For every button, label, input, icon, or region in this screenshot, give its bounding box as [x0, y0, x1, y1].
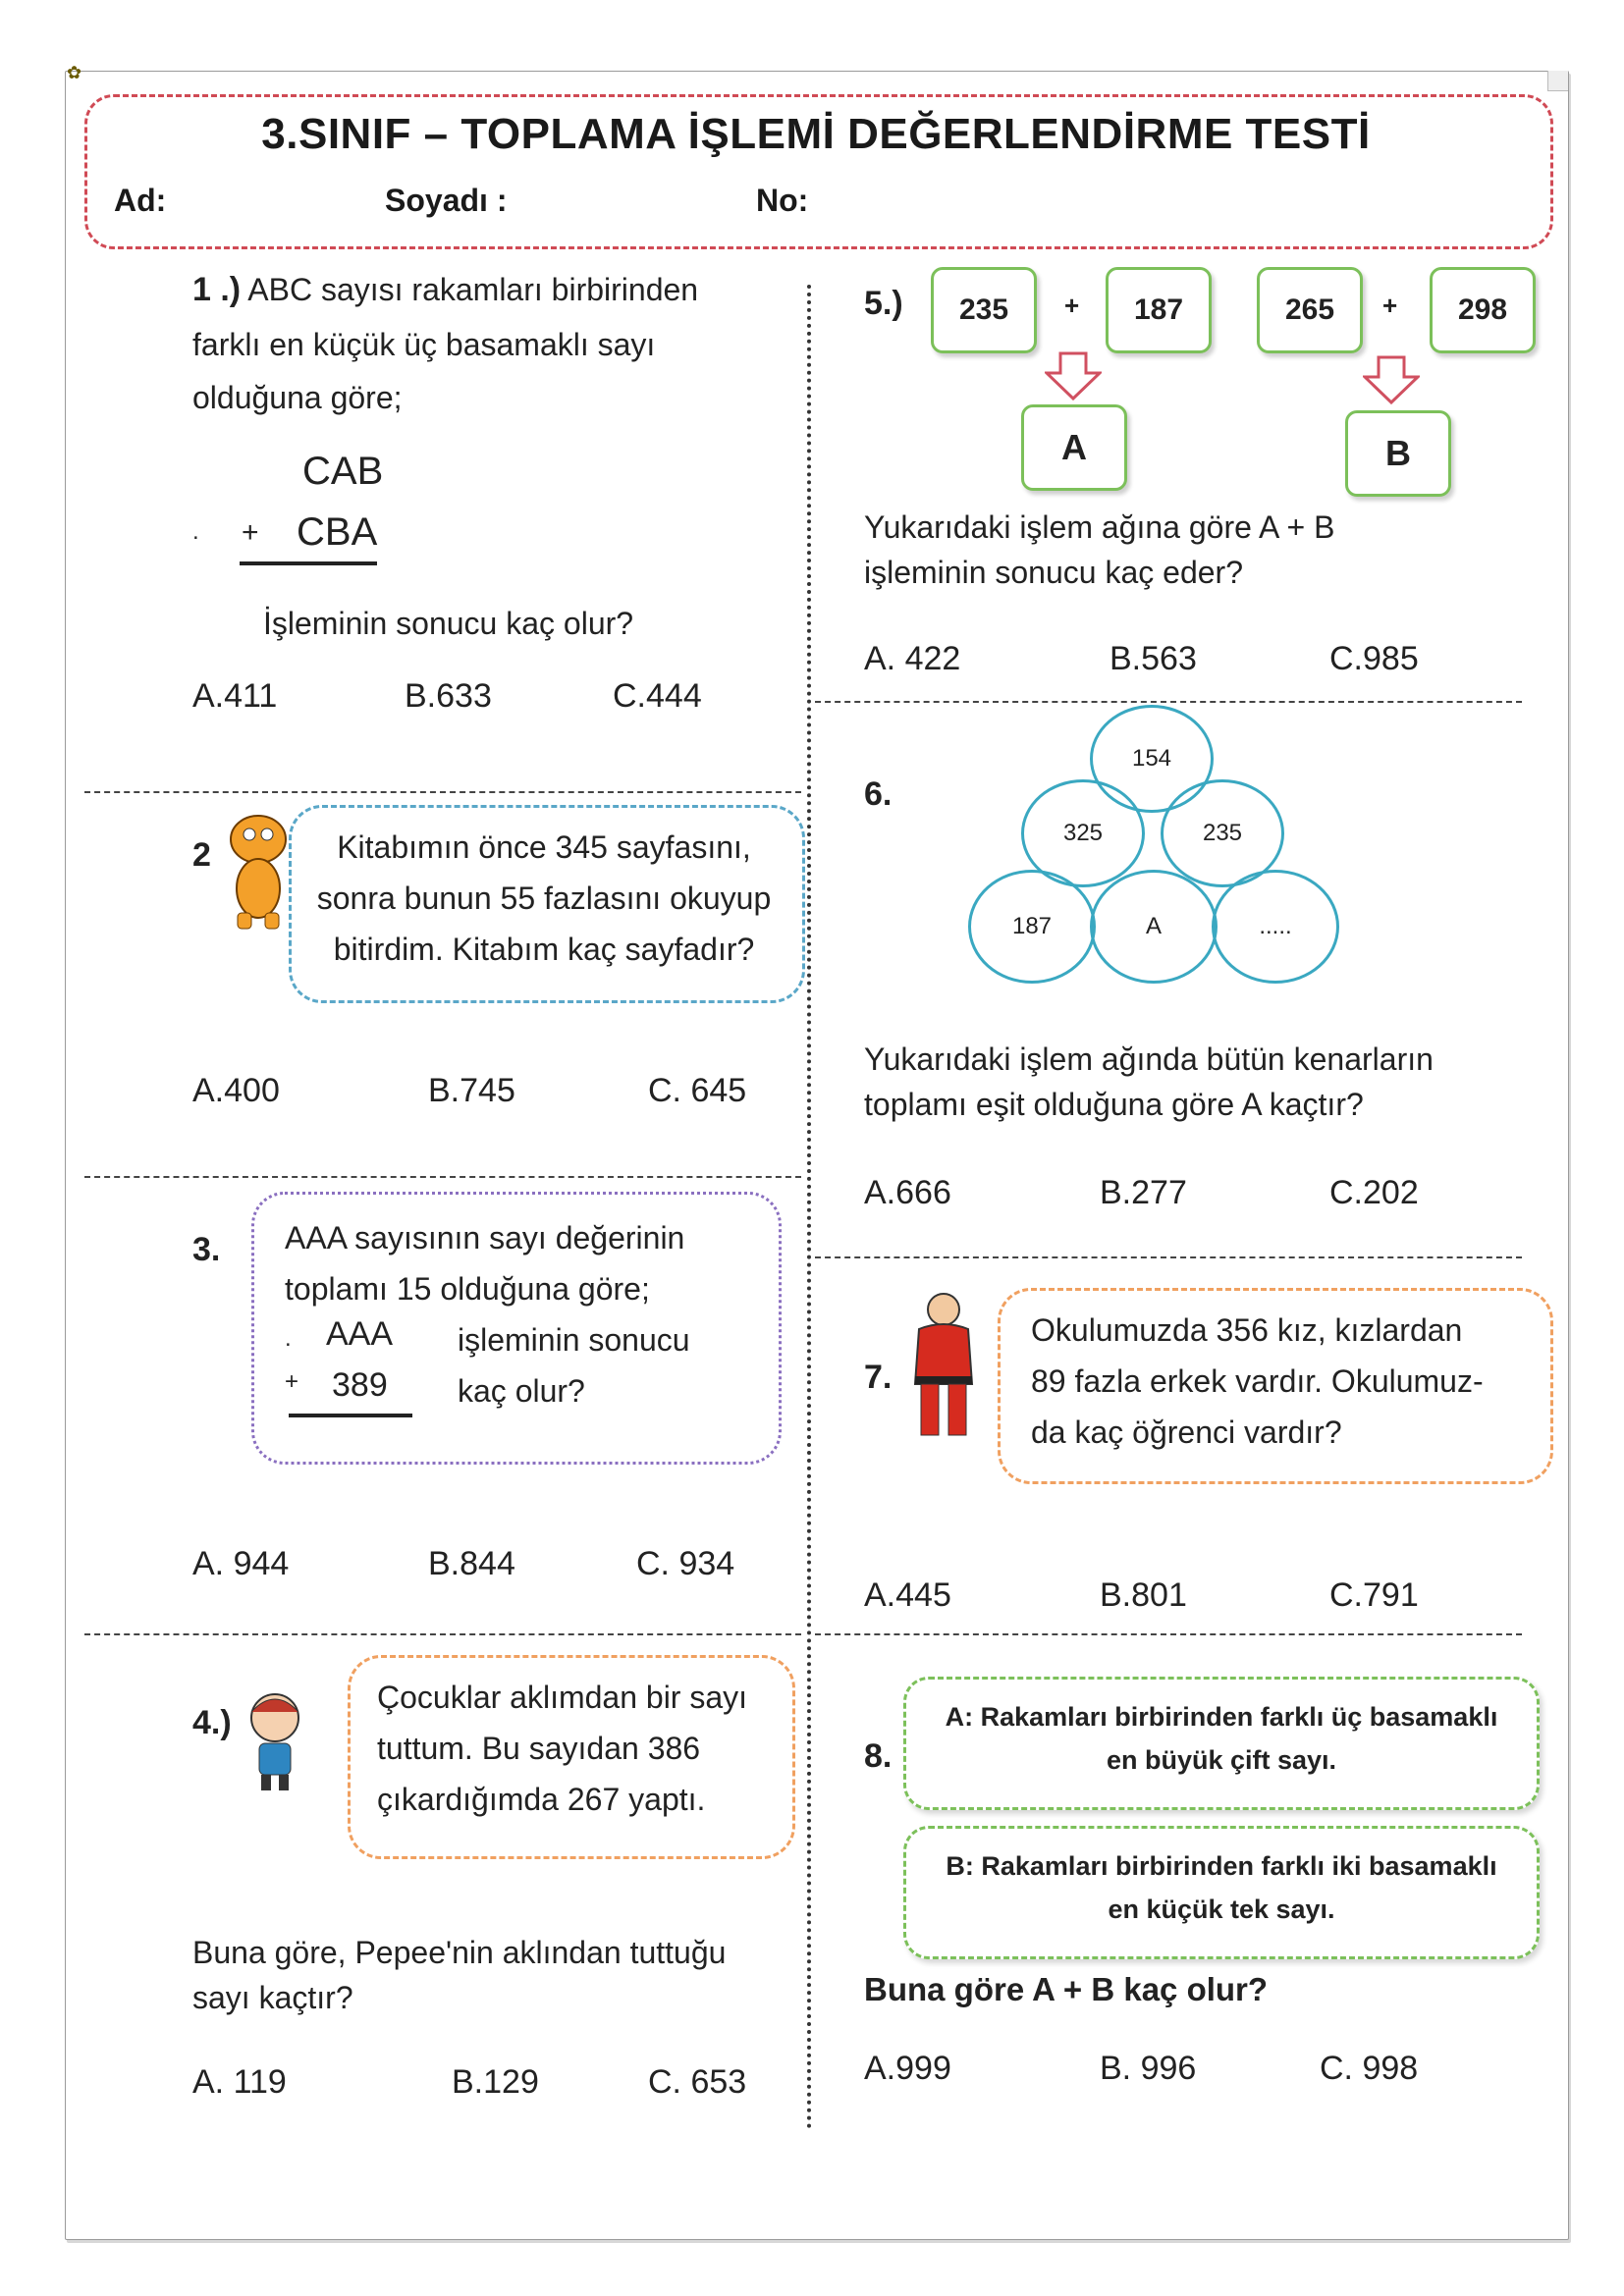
condition-text: en büyük çift sayı.	[1106, 1745, 1337, 1775]
question-number: 4.)	[192, 1704, 232, 1741]
option-c[interactable]: C.791	[1329, 1576, 1419, 1614]
condition-text: B: Rakamları birbirinden farklı iki basamaklı	[946, 1851, 1497, 1881]
plus-sign: +	[1064, 291, 1080, 320]
number-box: 187	[1106, 267, 1212, 353]
result-box-b: B	[1345, 410, 1451, 497]
option-b[interactable]: B. 996	[1100, 2050, 1197, 2087]
option-a[interactable]: A.445	[864, 1576, 951, 1614]
separator	[815, 701, 1522, 703]
question-number: 7.	[864, 1359, 893, 1396]
option-c[interactable]: C. 645	[648, 1072, 747, 1109]
question-number: 2	[192, 836, 211, 874]
question-prompt: toplamı eşit olduğuna göre A kaçtır?	[864, 1087, 1364, 1122]
option-a[interactable]: A.666	[864, 1174, 951, 1211]
circle-middle-left: 325	[1021, 779, 1145, 887]
question-prompt: İşleminin sonucu kaç olur?	[263, 606, 634, 641]
column-divider	[807, 285, 811, 2130]
condition-box-a	[903, 1677, 1540, 1810]
option-b[interactable]: B.129	[452, 2063, 539, 2101]
plus-sign: +	[242, 516, 259, 549]
bubble-text: sonra bunun 55 fazlasını okuyup	[316, 881, 772, 916]
question-prompt: sayı kaçtır?	[192, 1980, 353, 2015]
question-text: ABC sayısı rakamları birbirinden	[247, 272, 699, 307]
bubble-text: Çocuklar aklımdan bir sayı	[377, 1680, 748, 1715]
option-c[interactable]: C.444	[613, 677, 702, 715]
option-b[interactable]: B.633	[405, 677, 492, 715]
question-number: 6.	[864, 775, 893, 813]
question-prompt: Buna göre A + B kaç olur?	[864, 1971, 1269, 2007]
condition-text: en küçük tek sayı.	[1108, 1895, 1335, 1924]
question-prompt: işleminin sonucu kaç eder?	[864, 555, 1243, 590]
option-b[interactable]: B.277	[1100, 1174, 1187, 1211]
operand-dot: .	[285, 1325, 292, 1352]
option-a[interactable]: A.400	[192, 1072, 280, 1109]
option-a[interactable]: A.411	[192, 677, 278, 715]
option-b[interactable]: B.844	[428, 1545, 515, 1582]
sum-line	[289, 1414, 412, 1417]
bubble-text: Okulumuzda 356 kız, kızlardan	[1031, 1312, 1463, 1348]
bee-icon: ✿	[67, 63, 82, 82]
option-c[interactable]: C.202	[1329, 1174, 1419, 1211]
separator	[815, 1633, 1522, 1635]
option-a[interactable]: A.999	[864, 2050, 951, 2087]
question-number: 1 .)	[192, 271, 242, 308]
operand-bottom: 389	[332, 1366, 388, 1404]
question-prompt: Buna göre, Pepee'nin aklından tuttuğu	[192, 1935, 727, 1970]
option-b[interactable]: B.563	[1110, 640, 1197, 677]
circle-middle-right: 235	[1161, 779, 1284, 887]
question-text: farklı en küçük üç basamaklı sayı	[192, 327, 656, 362]
question-number: 8.	[864, 1737, 893, 1775]
result-box-a: A	[1021, 404, 1127, 491]
operand-top: CAB	[302, 450, 384, 493]
question-prompt: Yukarıdaki işlem ağında bütün kenarların	[864, 1041, 1434, 1077]
option-a[interactable]: A. 944	[192, 1545, 290, 1582]
circle-bottom-right: .....	[1212, 870, 1339, 984]
condition-box-b	[903, 1826, 1540, 1959]
page-corner-fold	[1547, 71, 1568, 91]
separator	[84, 791, 801, 793]
operand-bottom: CBA	[297, 510, 378, 554]
bubble-text: tuttum. Bu sayıdan 386	[377, 1731, 701, 1766]
operand-top: AAA	[326, 1315, 394, 1353]
question-number: 5.)	[864, 285, 903, 322]
surname-label: Soyadı :	[385, 183, 508, 218]
number-box: 235	[931, 267, 1037, 353]
question-number: 3.	[192, 1231, 221, 1268]
option-c[interactable]: C. 653	[648, 2063, 747, 2101]
option-b[interactable]: B.801	[1100, 1576, 1187, 1614]
bubble-text: bitirdim. Kitabım kaç sayfadır?	[333, 932, 755, 967]
sum-line	[240, 561, 377, 565]
box-text: kaç olur?	[458, 1373, 585, 1409]
operand-dot: .	[192, 518, 199, 545]
bubble-text: 89 fazla erkek vardır. Okulumuz-	[1031, 1363, 1484, 1399]
superhero-image	[899, 1286, 988, 1443]
separator	[84, 1176, 801, 1178]
number-box: 265	[1257, 267, 1363, 353]
option-c[interactable]: C.985	[1329, 640, 1419, 677]
question-prompt: Yukarıdaki işlem ağına göre A + B	[864, 509, 1335, 545]
page-title: 3.SINIF – TOPLAMA İŞLEMİ DEĞERLENDİRME TESTİ	[261, 110, 1371, 158]
box-text: AAA sayısının sayı değerinin	[285, 1220, 685, 1255]
down-arrow-icon	[1363, 355, 1420, 404]
option-c[interactable]: C. 998	[1320, 2050, 1419, 2087]
separator	[815, 1256, 1522, 1258]
circle-bottom-left: 187	[968, 870, 1096, 984]
pepee-image	[236, 1686, 314, 1794]
number-label: No:	[756, 183, 809, 218]
circle-top: 154	[1090, 705, 1214, 813]
name-label: Ad:	[114, 183, 167, 218]
plus-sign: +	[1382, 291, 1398, 320]
option-a[interactable]: A. 119	[192, 2063, 287, 2101]
option-a[interactable]: A. 422	[864, 640, 961, 677]
bubble-text: çıkardığımda 267 yaptı.	[377, 1782, 706, 1817]
box-text: toplamı 15 olduğuna göre;	[285, 1271, 650, 1307]
option-c[interactable]: C. 934	[636, 1545, 735, 1582]
bubble-text: da kaç öğrenci vardır?	[1031, 1415, 1342, 1450]
condition-text: A: Rakamları birbirinden farklı üç basamaklı	[945, 1702, 1498, 1732]
bubble-text: Kitabımın önce 345 sayfasını,	[337, 829, 751, 865]
number-box: 298	[1430, 267, 1536, 353]
box-text: işleminin sonucu	[458, 1322, 690, 1358]
option-b[interactable]: B.745	[428, 1072, 515, 1109]
down-arrow-icon	[1045, 351, 1102, 400]
plus-sign: +	[285, 1368, 299, 1395]
question-text: olduğuna göre;	[192, 380, 403, 415]
circle-bottom-middle: A	[1090, 870, 1218, 984]
separator	[84, 1633, 801, 1635]
